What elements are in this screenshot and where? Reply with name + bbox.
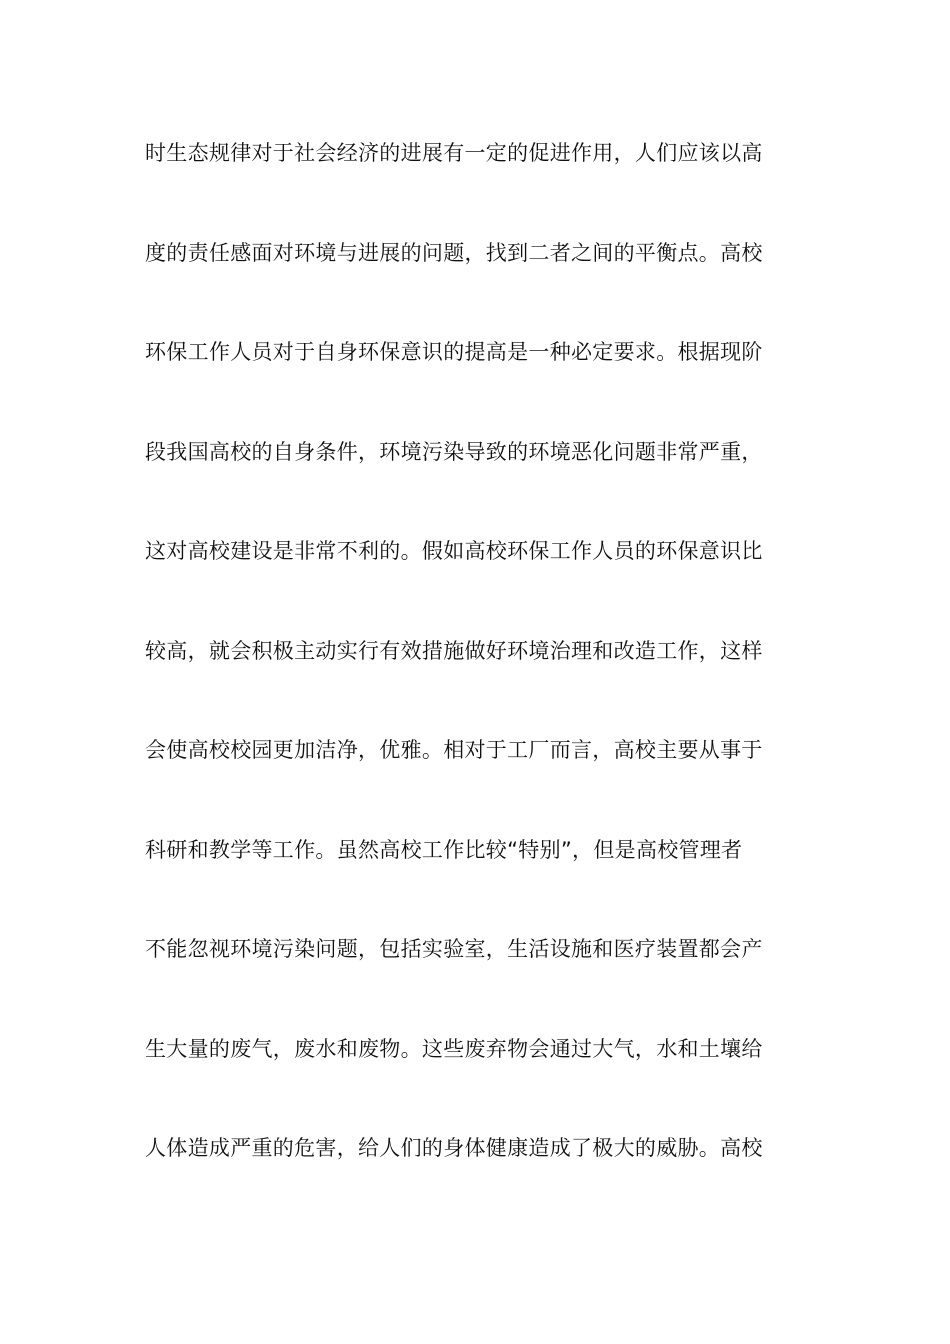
text-line: 生大量的废气，废水和废物。这些废弃物会通过大气，水和土壤给: [145, 1036, 763, 1061]
text-line: 段我国高校的自身条件，环境污染导致的环境恶化问题非常严重，: [145, 439, 763, 464]
text-line: 时生态规律对于社会经济的进展有一定的促进作用，人们应该以高: [145, 141, 763, 165]
text-line: 不能忽视环境污染问题，包括实验室，生活设施和医疗装置都会产: [145, 937, 763, 961]
body-paragraph: [145, 133, 810, 1228]
text-line: 会使高校校园更加洁净，优雅。相对于工厂而言，高校主要从事于: [145, 738, 763, 762]
text-line: 人体造成严重的危害，给人们的身体健康造成了极大的威胁。高校: [145, 1136, 763, 1160]
text-line: 度的责任感面对环境与进展的问题，找到二者之间的平衡点。高校: [145, 240, 763, 265]
text-line: 这对高校建设是非常不利的。假如高校环保工作人员的环保意识比: [145, 539, 763, 563]
text-line: 较高，就会积极主动实行有效措施做好环境治理和改造工作，这样: [145, 638, 763, 663]
text-line: 环保工作人员对于自身环保意识的提高是一种必定要求。根据现阶: [145, 340, 763, 364]
text-line: 科研和教学等工作。虽然高校工作比较“特别”，但是高校管理者: [145, 837, 743, 862]
